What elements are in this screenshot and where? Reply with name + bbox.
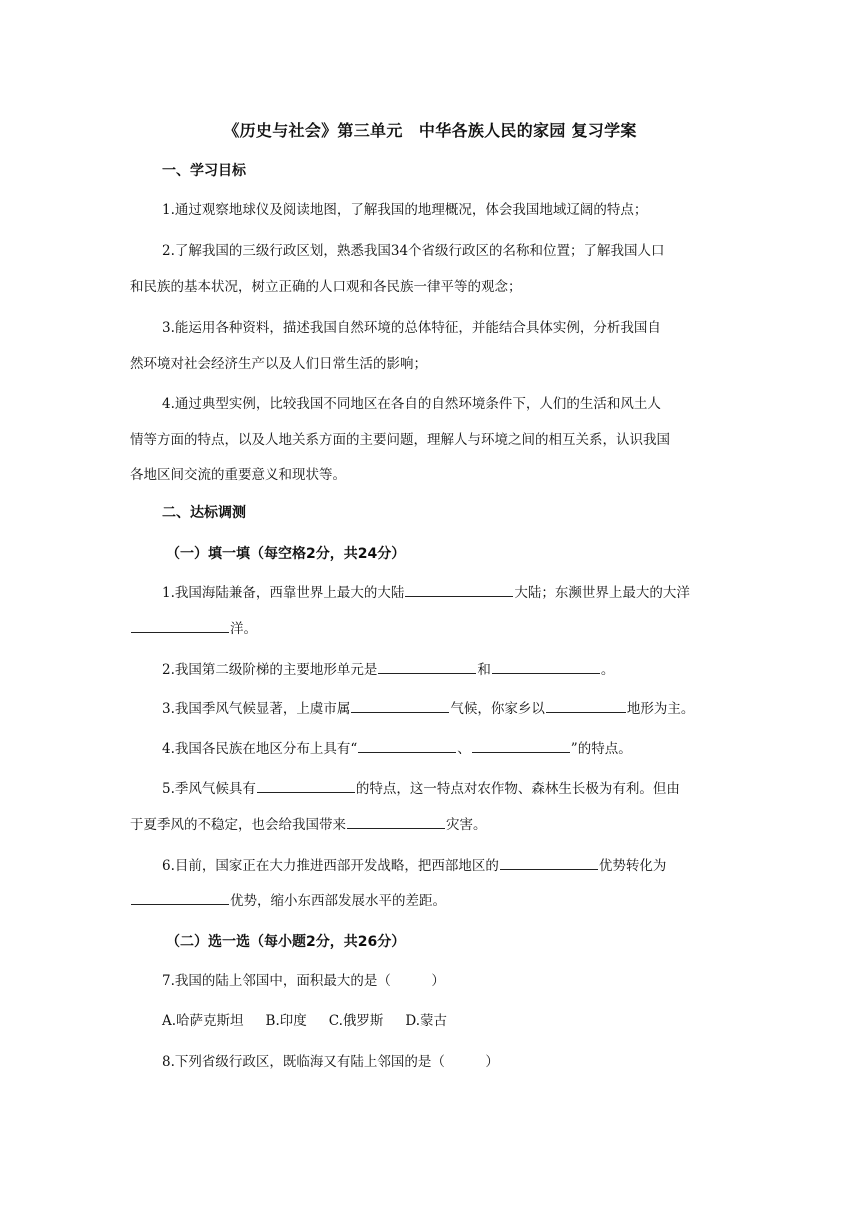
answer-blank[interactable] (347, 814, 445, 829)
question-7-options (162, 1011, 730, 1031)
question-7-stem: 7.我国的陆上邻国中，面积最大的是（ ） (162, 973, 445, 989)
answer-blank[interactable] (351, 698, 449, 713)
goal-2-line-2: 和民族的基本状况，树立正确的人口观和各民族一律平等的观念； (130, 279, 522, 295)
question-1-line-1: 1.我国海陆兼备，西靠世界上最大的大陆 大陆；东濒世界上最大的大洋 (162, 582, 730, 603)
answer-blank[interactable] (131, 618, 229, 633)
goal-4-line-3: 各地区间交流的重要意义和现状等。 (130, 467, 346, 483)
option-c[interactable]: C.俄罗斯 (328, 1013, 384, 1029)
section-heading-test: 二、达标调测 (162, 505, 246, 521)
question-1-line-2: 洋。 (130, 618, 730, 639)
option-a[interactable]: A.哈萨克斯坦 (162, 1013, 244, 1029)
answer-blank[interactable] (257, 778, 355, 793)
goal-4-line-2: 情等方面的特点，以及人地关系方面的主要问题，理解人与环境之间的相互关系，认识我国 (130, 432, 670, 448)
answer-blank[interactable] (472, 738, 570, 753)
question-2: 2.我国第二级阶梯的主要地形单元是 和 。 (162, 659, 730, 680)
question-5-line-2: 于夏季风的不稳定，也会给我国带来 灾害。 (130, 814, 730, 835)
option-b[interactable]: B.印度 (265, 1013, 307, 1029)
question-6-line-2: 优势，缩小东西部发展水平的差距。 (130, 890, 730, 911)
question-5-line-1: 5.季风气候具有 的特点，这一特点对农作物、森林生长极为有利。但由 (162, 778, 730, 799)
answer-blank[interactable] (378, 659, 476, 674)
question-6-line-1: 6.目前，国家正在大力推进西部开发战略，把西部地区的 优势转化为 (162, 855, 730, 876)
goal-4-line-1: 4.通过典型实例，比较我国不同地区在各自的自然环境条件下，人们的生活和风土人 (162, 396, 661, 412)
answer-blank[interactable] (492, 659, 600, 674)
option-d[interactable]: D.蒙古 (405, 1013, 448, 1029)
answer-blank[interactable] (358, 738, 456, 753)
question-3: 3.我国季风气候显著，上虞市属 气候，你家乡以 地形为主。 (162, 698, 730, 719)
answer-blank[interactable] (405, 582, 513, 597)
answer-blank[interactable] (131, 890, 229, 905)
part-heading-fill: （一）填一填（每空格2分，共24分） (166, 546, 406, 562)
question-8-stem: 8.下列省级行政区，既临海又有陆上邻国的是（ ） (162, 1054, 499, 1070)
answer-blank[interactable] (546, 698, 626, 713)
answer-blank[interactable] (500, 855, 598, 870)
section-heading-goals: 一、学习目标 (162, 163, 246, 179)
question-4: 4.我国各民族在地区分布上具有“ 、 ”的特点。 (162, 738, 730, 759)
goal-1: 1.通过观察地球仪及阅读地图，了解我国的地理概况，体会我国地域辽阔的特点； (162, 202, 648, 218)
part-heading-choice: （二）选一选（每小题2分，共26分） (166, 934, 406, 950)
goal-3-line-2: 然环境对社会经济生产以及人们日常生活的影响； (130, 356, 427, 372)
goal-2-line-1: 2.了解我国的三级行政区划，熟悉我国34个省级行政区的名称和位置；了解我国人口 (162, 243, 665, 259)
page-title: 《历史与社会》第三单元 中华各族人民的家园 复习学案 (223, 121, 637, 140)
goal-3-line-1: 3.能运用各种资料，描述我国自然环境的总体特征，并能结合具体实例，分析我国自 (162, 320, 661, 336)
